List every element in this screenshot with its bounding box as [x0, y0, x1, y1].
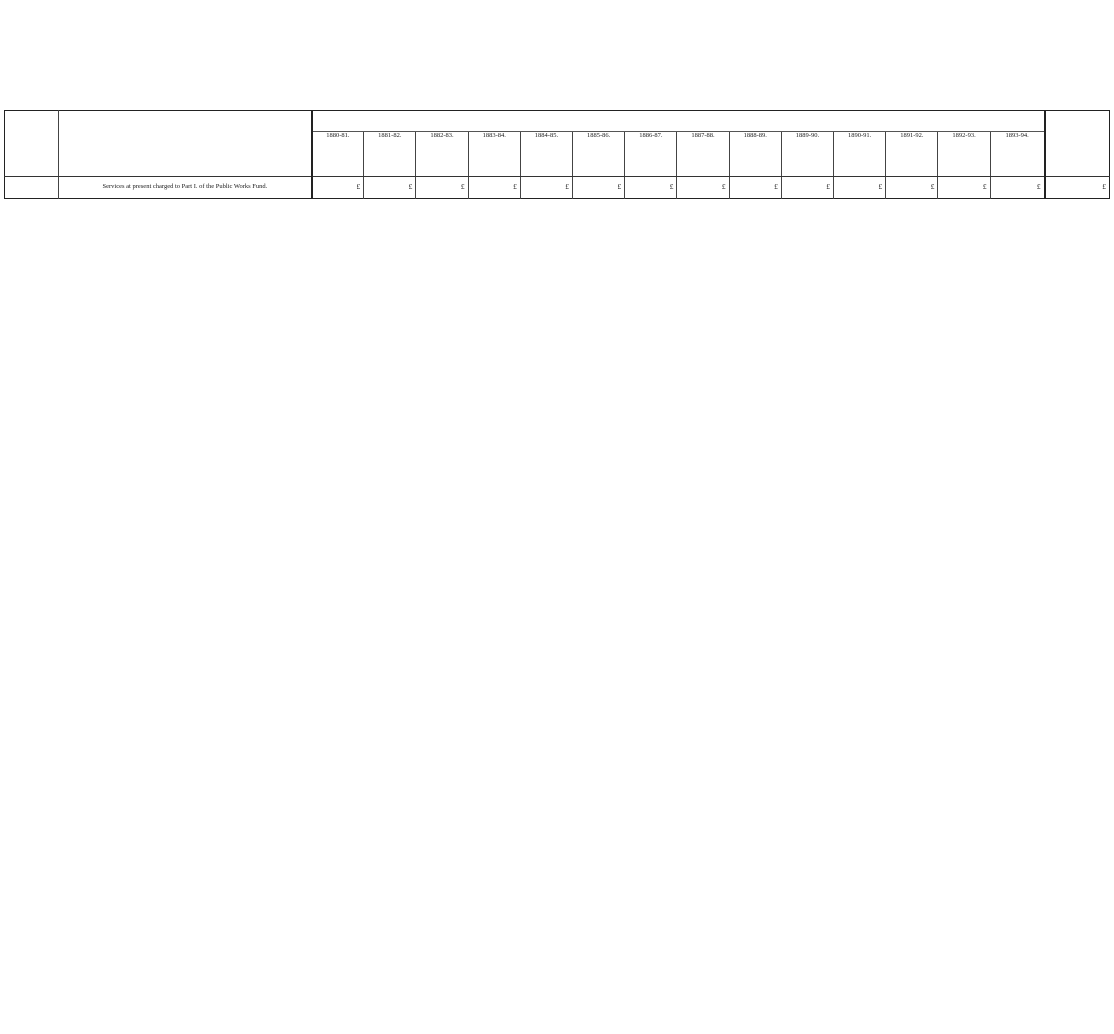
year-header: 1880-81. [312, 132, 364, 177]
description-cell: Services at present charged to Part I. of the Public Works Fund. [59, 177, 312, 199]
year-header: 1887-88. [677, 132, 729, 177]
value-cell: £ [781, 177, 833, 199]
value-cell: £ [416, 177, 468, 199]
general-summary-table [4, 110, 1110, 199]
value-cell: £ [573, 177, 625, 199]
year-header: 1885-86. [573, 132, 625, 177]
year-header: 1886-87. [625, 132, 677, 177]
value-cell: £ [729, 177, 781, 199]
value-cell: £ [938, 177, 990, 199]
year-header: 1890-91. [834, 132, 886, 177]
expenditure-header [312, 111, 1045, 132]
value-cell: £ [834, 177, 886, 199]
value-cell: £ [364, 177, 416, 199]
value-cell: £ [990, 177, 1044, 199]
value-cell: £ [886, 177, 938, 199]
description-header [59, 111, 312, 177]
proposed-header [1045, 111, 1110, 177]
class-header [5, 111, 59, 177]
class-cell [5, 177, 59, 199]
value-cell: £ [625, 177, 677, 199]
section-heading-row [5, 177, 1110, 199]
year-header: 1882-83. [416, 132, 468, 177]
year-header: 1889-90. [781, 132, 833, 177]
year-header: 1884-85. [520, 132, 572, 177]
year-header: 1893-94. [990, 132, 1044, 177]
value-cell: £ [468, 177, 520, 199]
year-header: 1888-89. [729, 132, 781, 177]
value-cell: £ [520, 177, 572, 199]
year-header: 1892-93. [938, 132, 990, 177]
value-cell: £ [677, 177, 729, 199]
year-header: 1891-92. [886, 132, 938, 177]
year-header: 1881-82. [364, 132, 416, 177]
value-cell: £ [312, 177, 364, 199]
proposed-cell: £ [1045, 177, 1110, 199]
year-header: 1883-84. [468, 132, 520, 177]
